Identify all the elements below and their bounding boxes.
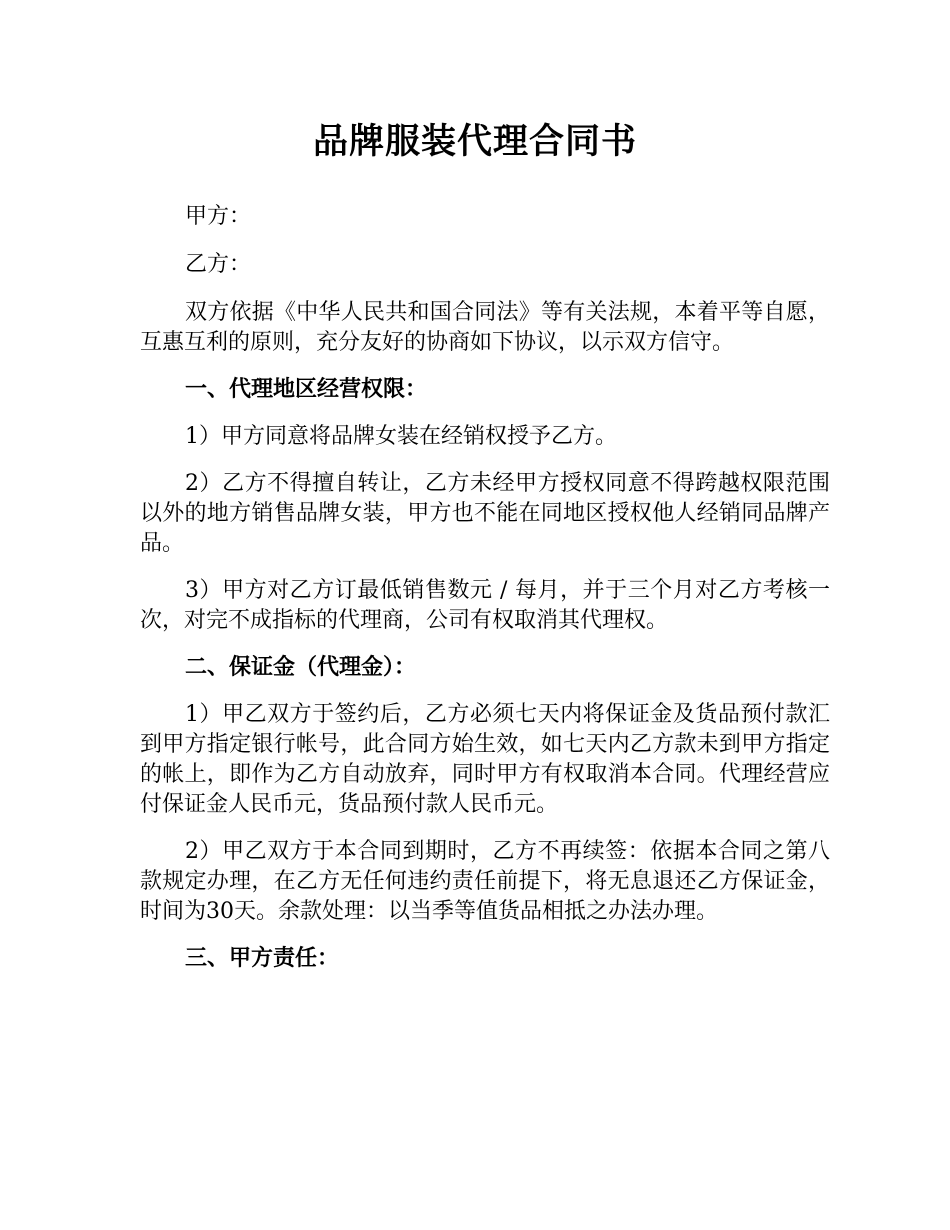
section-heading-party-a-duties: 三、甲方责任： [185,946,340,971]
clause-paragraph: 2）甲乙双方于本合同到期时，乙方不再续签：依据本合同之第八款规定办理，在乙方无任何违约责任前提下，将无息退还乙方保证金，时间为30天。余款处理：以当季等值货品相抵之办法办理。 [140,839,830,924]
intro-paragraph: 双方依据《中华人民共和国合同法》等有关法规，本着平等自愿，互惠互利的原则，充分友好的协商如下协议，以示双方信守。 [140,300,830,355]
clause-paragraph: 1）甲乙双方于签约后，乙方必须七天内将保证金及货品预付款汇到甲方指定银行帐号，此合同方始生效，如七天内乙方款未到甲方指定的帐上，即作为乙方自动放弃，同时甲方有权取消本合同。代理经营应付保证金人民币元，货品预付款人民币元。 [140,702,830,817]
section-heading-deposit: 二、保证金（代理金）： [185,655,417,680]
party-b-line: 乙方： [185,252,252,277]
clause-paragraph: 1）甲方同意将品牌女装在经销权授予乙方。 [185,424,617,449]
clause-paragraph: 2）乙方不得擅自转让，乙方未经甲方授权同意不得跨越权限范围以外的地方销售品牌女装，甲方也不能在同地区授权他人经销同品牌产品。 [140,471,830,556]
section-heading-agency-area: 一、代理地区经营权限： [185,377,428,402]
clause-paragraph: 3）甲方对乙方订最低销售数元 / 每月，并于三个月对乙方考核一次，对完不成指标的代理商，公司有权取消其代理权。 [140,578,830,633]
document-title: 品牌服装代理合同书 [312,122,637,162]
document-body [140,202,830,991]
party-a-line: 甲方： [185,204,252,229]
